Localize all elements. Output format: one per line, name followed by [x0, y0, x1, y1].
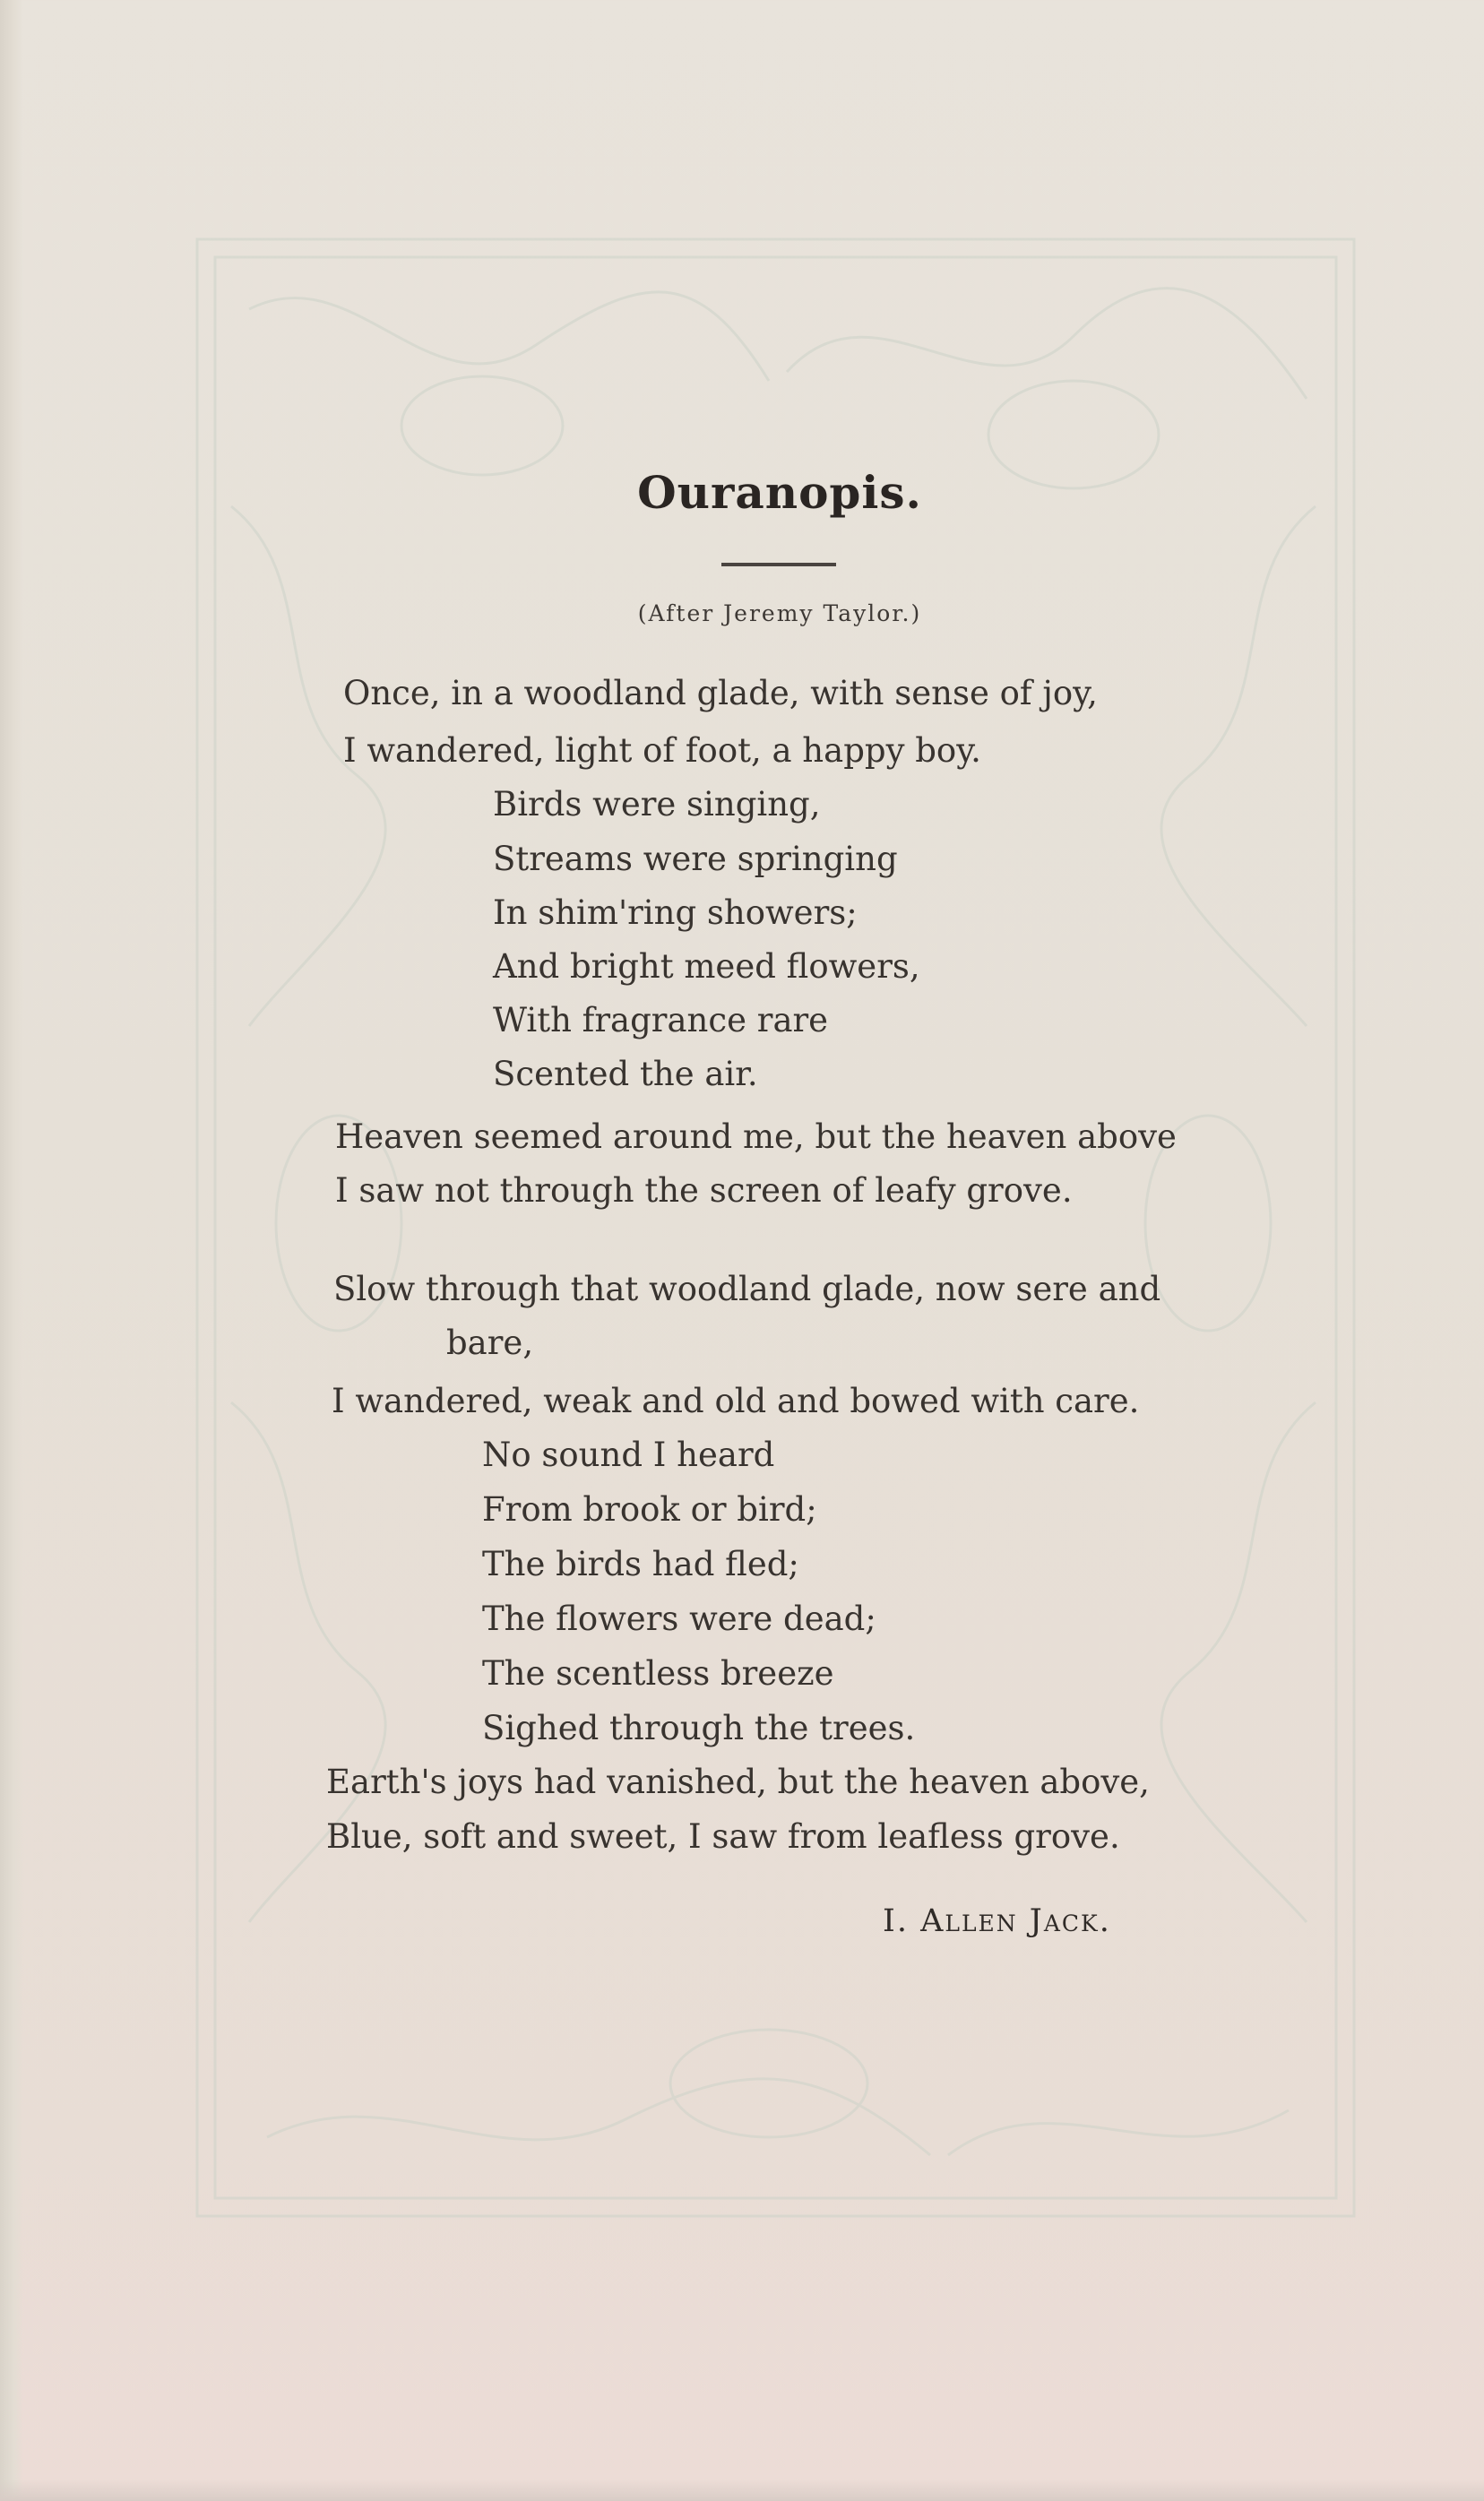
poem-author: I. Allen Jack.: [883, 1903, 1111, 1939]
poem-line: In shim'ring showers;: [493, 893, 858, 932]
poem-line: From brook or bird;: [482, 1490, 817, 1529]
poem-line: The birds had fled;: [482, 1545, 799, 1583]
poem-line: And bright meed flowers,: [493, 947, 920, 986]
decorative-border-ornament: [195, 237, 1356, 2218]
poem-line: Earth's joys had vanished, but the heaven above,: [326, 1763, 1150, 1801]
poem-line: bare,: [446, 1324, 534, 1362]
poem-line: No sound I heard: [482, 1436, 775, 1474]
poem-line: With fragrance rare: [493, 1001, 829, 1039]
poem-subtitle: (After Jeremy Taylor.): [637, 600, 922, 626]
poem-line: Slow through that woodland glade, now sere and: [333, 1270, 1161, 1308]
poem-line: Sighed through the trees.: [482, 1709, 916, 1747]
poem-line: I saw not through the screen of leafy grove.: [335, 1171, 1073, 1210]
poem-line: Streams were springing: [493, 840, 898, 878]
poem-line: Heaven seemed around me, but the heaven above: [335, 1117, 1177, 1156]
poem-line: The flowers were dead;: [482, 1600, 876, 1638]
poem-line: The scentless breeze: [482, 1654, 834, 1693]
poem-line: Once, in a woodland glade, with sense of joy,: [343, 674, 1098, 712]
poem-line: I wandered, weak and old and bowed with care.: [332, 1382, 1140, 1420]
page-edge: [0, 0, 23, 2501]
poem-line: Blue, soft and sweet, I saw from leafless grove.: [326, 1817, 1120, 1856]
page-edge: [0, 2480, 1484, 2501]
poem-title: Ouranopis.: [637, 466, 922, 519]
poem-line: I wandered, light of foot, a happy boy.: [343, 731, 981, 770]
poem-line: Birds were singing,: [493, 785, 821, 824]
title-divider: [721, 563, 836, 566]
poem-line: Scented the air.: [493, 1055, 758, 1093]
